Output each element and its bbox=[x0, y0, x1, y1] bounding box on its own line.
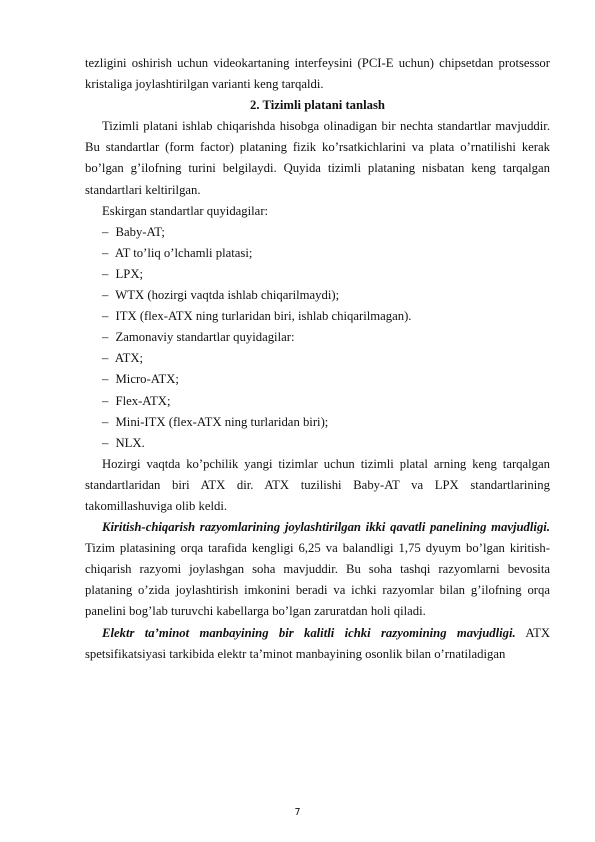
section-heading: 2. Tizimli platani tanlash bbox=[250, 98, 385, 113]
list-item-text: WTX (hozirgi vaqtda ishlab chiqarilmaydi); bbox=[115, 288, 340, 303]
list-item-text: ATX; bbox=[114, 351, 144, 366]
list-item-text: AT to’liq o’lchamli platasi; bbox=[114, 245, 253, 260]
page-body bbox=[85, 53, 550, 665]
list-item bbox=[85, 369, 550, 390]
list-item bbox=[85, 412, 550, 433]
page-number: 7 bbox=[294, 807, 301, 818]
list-item bbox=[85, 348, 550, 369]
list-item-text: LPX; bbox=[115, 266, 144, 281]
io-panel-title: Kiritish-chiqarish razyomlarining joylashtirilgan ikki qavatli panelining mavjudligi. bbox=[102, 520, 550, 535]
list-item-text: NLX. bbox=[115, 435, 145, 450]
list-item bbox=[85, 264, 550, 285]
list-item bbox=[85, 327, 550, 348]
list-dash: – bbox=[102, 351, 109, 366]
power-connector-title: Elektr ta’minot manbayining bir kalitli ichki razyomining mavjudligi. bbox=[102, 625, 516, 640]
list-item bbox=[85, 285, 550, 306]
list-dash: – bbox=[102, 224, 109, 239]
paragraph-power-connector bbox=[85, 623, 550, 665]
list-item-text: Mini-ITX (flex-ATX ning turlaridan biri); bbox=[115, 414, 329, 429]
list-dash: – bbox=[102, 309, 109, 324]
list-item bbox=[85, 306, 550, 327]
paragraph-atx-standard: Hozirgi vaqtda ko’pchilik yangi tizimlar uchun tizimli platal arning keng tarqalgan standartlaridan biri ATX dir. ATX tuzilishi Baby-AT va LPX standartlarining takomillashuviga olib keldi. bbox=[85, 456, 550, 513]
list-item-text: Micro-ATX; bbox=[115, 372, 179, 387]
list-dash: – bbox=[102, 372, 109, 387]
paragraph-standards-intro: Tizimli platani ishlab chiqarishda hisobga olinadigan bir nechta standartlar mavjuddir. Bu standartlar (form factor) plataning fizik ko’rsatkichlarini va plata o’rnatilishi kerak bo’lgan g’ilofning turini belgilaydi. Quyida tizimli plataning nisbatan keng tarqalgan standartlari keltirilgan. bbox=[85, 119, 550, 197]
list-dash: – bbox=[102, 245, 109, 260]
standards-list bbox=[85, 222, 550, 454]
paragraph-io-panel bbox=[85, 517, 550, 622]
list-dash: – bbox=[102, 393, 109, 408]
list-item-text: ITX (flex-ATX ning turlaridan biri, ishlab chiqarilmagan). bbox=[115, 309, 412, 324]
list-item bbox=[85, 243, 550, 264]
list-dash: – bbox=[102, 414, 109, 429]
list-item bbox=[85, 433, 550, 454]
list-item-text: Zamonaviy standartlar quyidagilar: bbox=[115, 330, 295, 345]
io-panel-body: Tizim platasining orqa tarafida kengligi 6,25 va balandligi 1,75 dyuym bo’lgan kiritish-chiqarish razyomi joylashgan soha mavjuddir. Bu soha tashqi razyomlarni bevosita plataning o’zida joylashtirish imkonini beradi va ichki razyomlar bilan g’ilofning orqa panelini bog’lab turuvchi kabellarga bo’lgan zaruratdan holi qiladi. bbox=[85, 541, 550, 619]
paragraph-intro-continuation: tezligini oshirish uchun videokartaning interfeysini (PCI-E uchun) chipsetdan protsessor kristaliga joylashtirilgan varianti keng tarqaldi. bbox=[85, 56, 550, 92]
list-item bbox=[85, 391, 550, 412]
list-item bbox=[85, 222, 550, 243]
list-item-text: Baby-AT; bbox=[115, 224, 165, 239]
list-dash: – bbox=[102, 266, 109, 281]
list-dash: – bbox=[102, 435, 109, 450]
list-item-text: Flex-ATX; bbox=[115, 393, 171, 408]
paragraph-obsolete-standards: Eskirgan standartlar quyidagilar: bbox=[102, 203, 269, 218]
list-dash: – bbox=[102, 288, 109, 303]
list-dash: – bbox=[102, 330, 109, 345]
power-connector-body: ATX spetsifikatsiyasi tarkibida elektr ta’minot manbayining osonlik bilan o’rnatiladigan bbox=[85, 625, 551, 661]
